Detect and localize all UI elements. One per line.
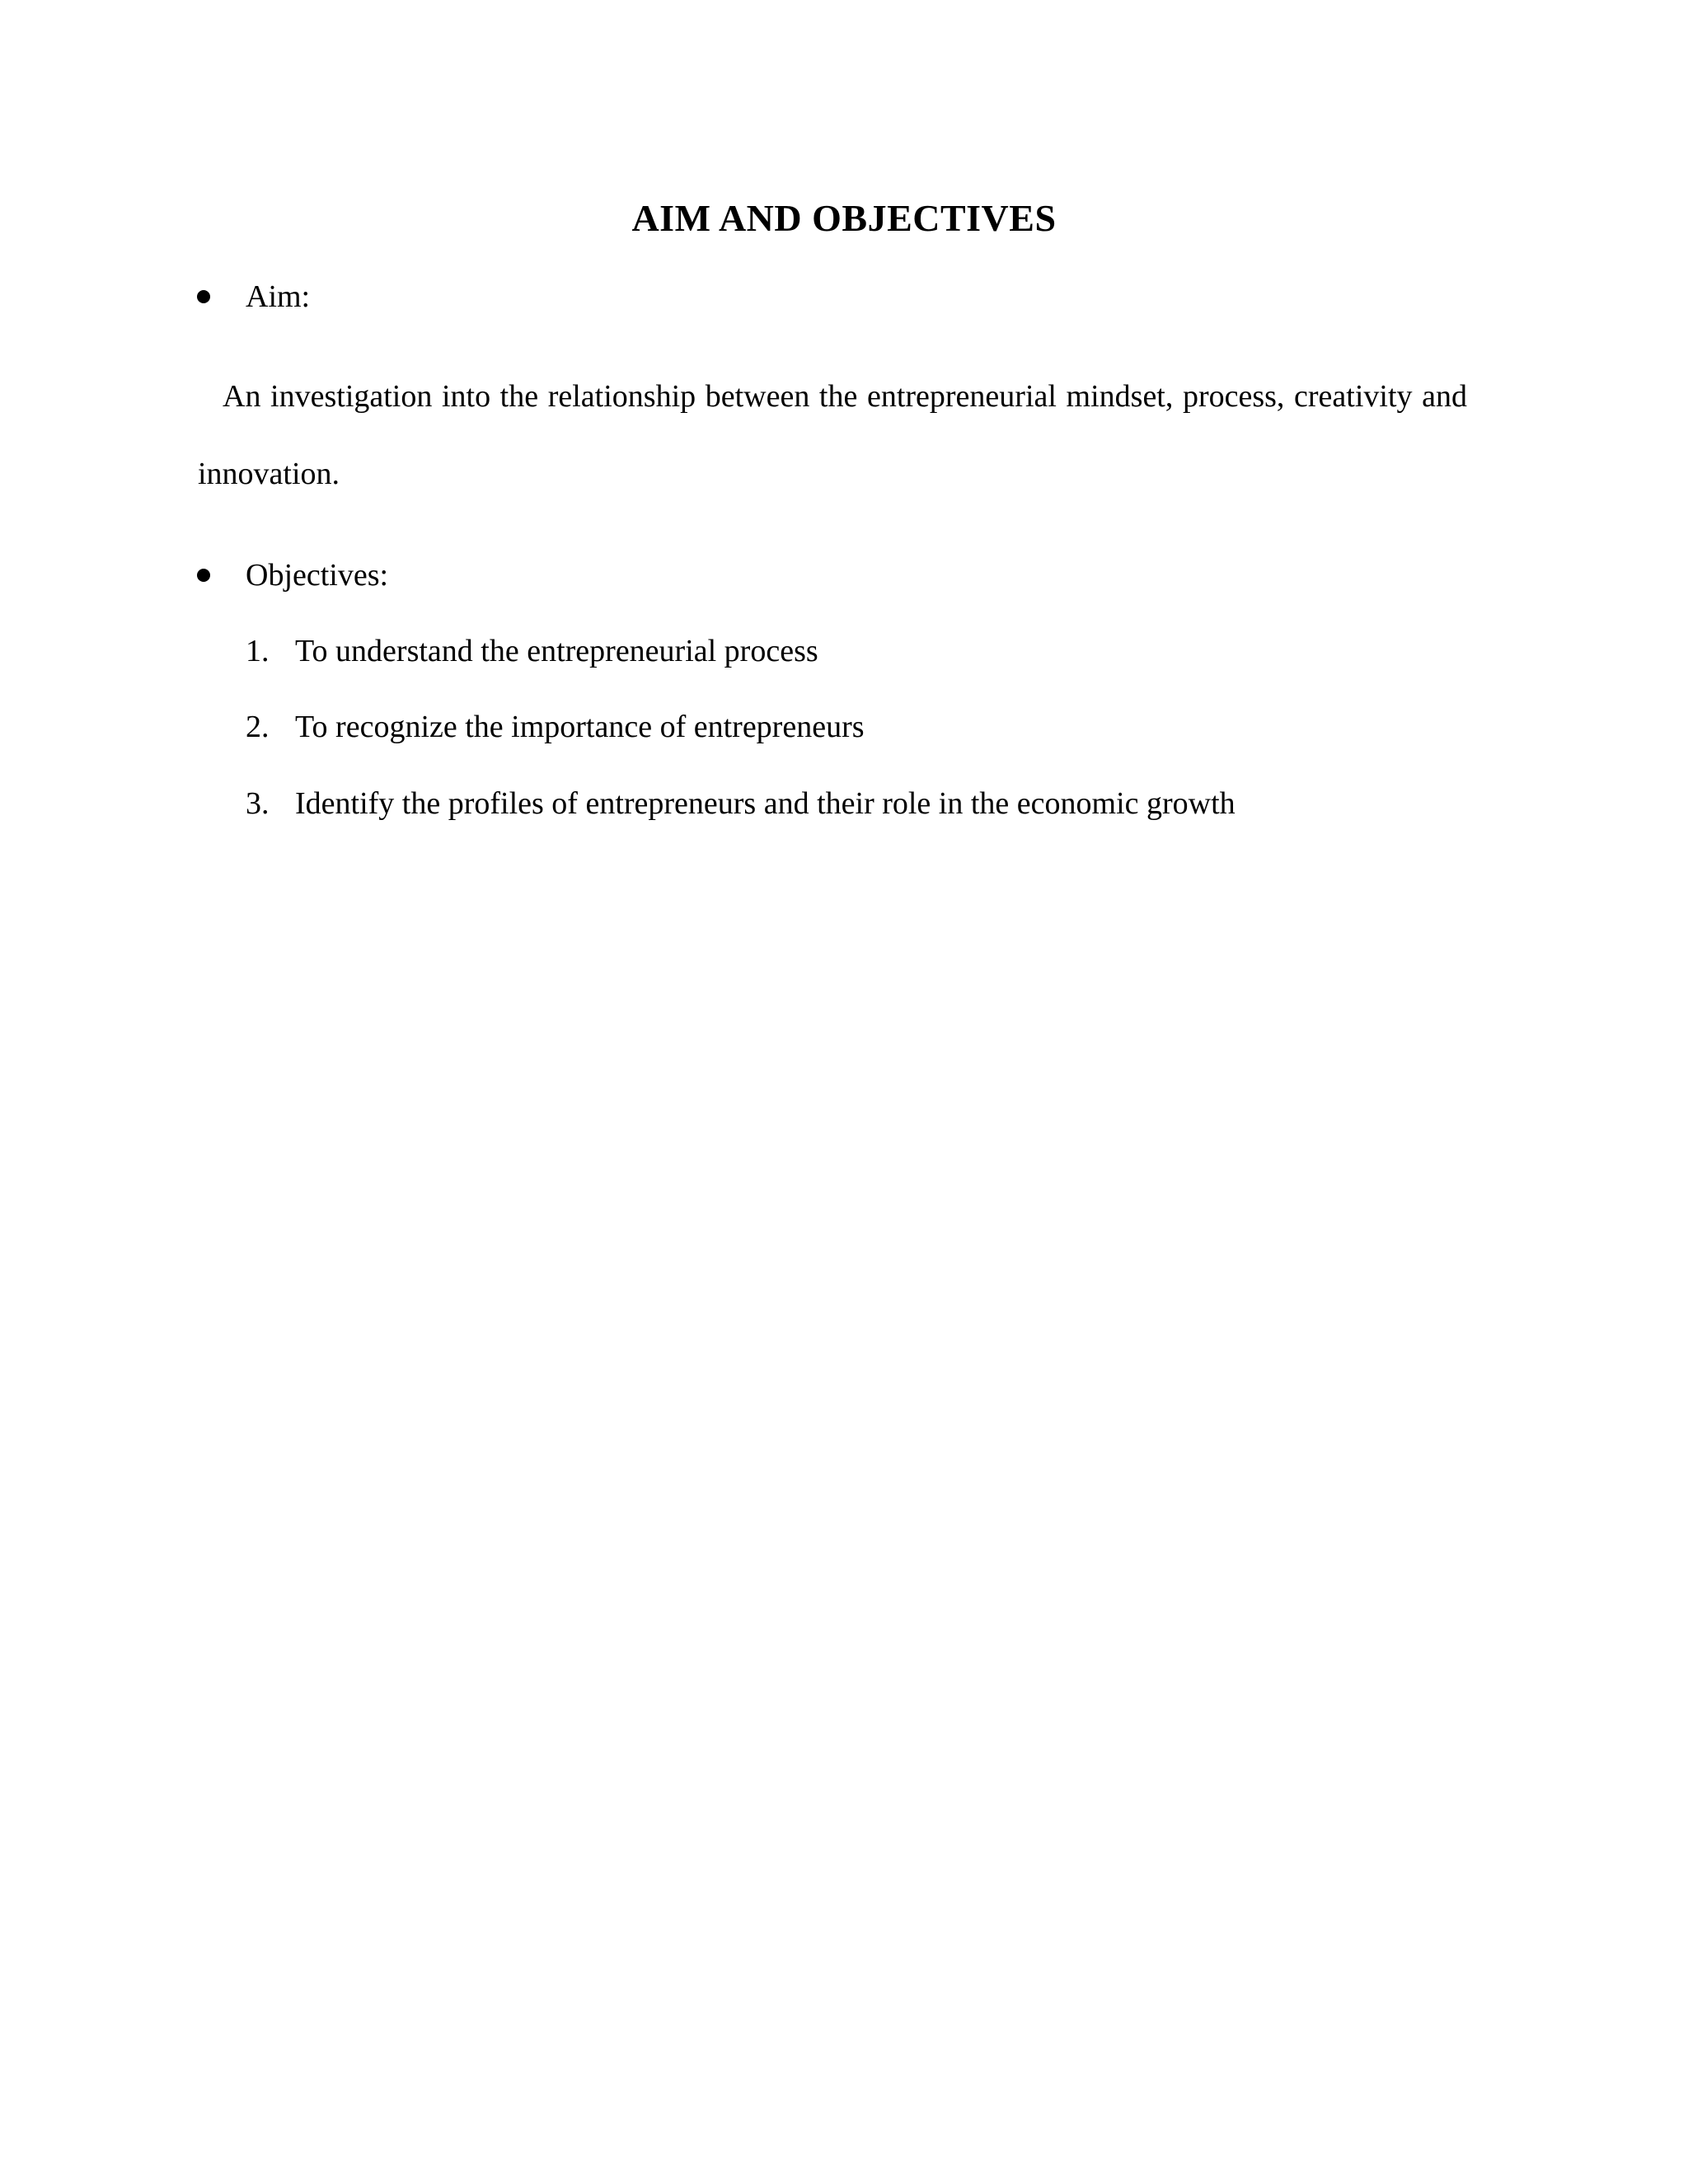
objectives-heading: Objectives:	[246, 558, 389, 593]
bullet-icon	[197, 290, 210, 303]
objective-number: 2.	[246, 710, 270, 744]
objective-number: 3.	[246, 786, 270, 821]
page-title: AIM AND OBJECTIVES	[631, 197, 1057, 239]
objective-text: Identify the profiles of entrepreneurs and their role in the economic growth	[295, 786, 1236, 821]
bullet-icon	[197, 569, 210, 582]
aim-heading: Aim:	[246, 279, 311, 314]
aim-paragraph: An investigation into the relationship between the entrepreneurial mindset, process, creativity and innovation.	[198, 379, 1467, 491]
objective-text: To recognize the importance of entrepreneurs	[295, 710, 865, 744]
objective-text: To understand the entrepreneurial process	[295, 634, 818, 668]
objective-number: 1.	[246, 634, 270, 668]
